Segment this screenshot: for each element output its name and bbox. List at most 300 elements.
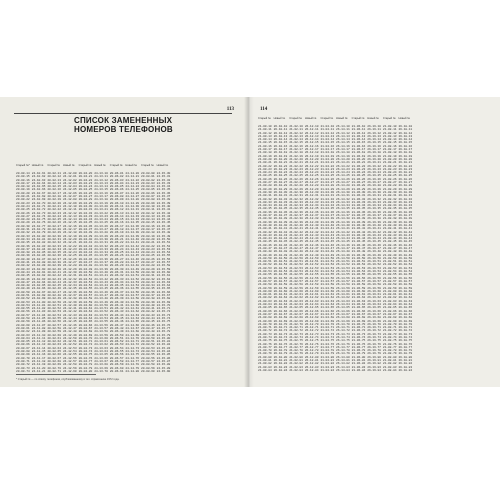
phone-number-cell: 20-08-58 [141,363,155,367]
phone-number-cell: 26-12-25 [304,174,319,178]
phone-number-cell: 20-08-26 [141,257,155,261]
phone-number-cell: 21-06-12 [351,131,366,135]
phone-number-cell: 24-14-50 [125,270,140,274]
phone-number-cell: 24-12-02 [62,178,77,182]
phone-number-cell: 20-04-45 [78,254,93,258]
phone-number-cell: 26-10-36 [273,210,288,214]
phone-number-cell: 26-12-84 [304,368,319,372]
phone-number-cell: 26-10-69 [273,319,288,323]
phone-number-cell: 24-15-38 [156,198,171,202]
phone-number-cell: 20-00-21 [16,195,30,199]
phone-number-cell: 20-08-57 [141,359,155,363]
phone-number-cell: 24-13-40 [94,270,108,274]
phone-number-cell: 24-13-54 [94,317,108,321]
phone-number-cell: 24-13-16 [94,191,108,195]
phone-number-cell: 26-14-76 [336,342,350,346]
phone-number-cell: 24-14-31 [125,208,140,212]
phone-number-cell: 26-10-52 [273,263,288,267]
phone-number-cell: 26-12-48 [304,250,319,254]
phone-number-cell: 26-16-56 [367,276,381,280]
phone-number-cell: 26-12-61 [304,293,319,297]
phone-number-cell: 20-08-16 [141,224,155,228]
phone-number-cell: 20-00-64 [16,336,30,340]
phone-number-cell: 20-04-66 [78,323,93,327]
phone-number-cell: 26-16-19 [367,154,381,158]
phone-number-cell: 21-02-47 [289,246,303,250]
phone-number-cell: 26-16-63 [367,299,381,303]
phone-number-cell: 26-12-63 [304,299,319,303]
phone-number-cell: 21-00-76 [258,342,272,346]
phone-number-cell: 21-06-28 [351,184,366,188]
number-column [79,163,93,373]
phone-number-cell: 24-10-72 [31,208,46,212]
phone-number-cell: 20-04-71 [78,340,93,344]
phone-number-cell: 21-02-65 [289,306,303,310]
number-column [63,163,77,373]
phone-number-cell: 21-04-52 [320,263,335,267]
phone-number-cell: 21-00-52 [258,263,272,267]
phone-number-cell: 20-08-08 [141,198,155,202]
phone-number-cell: 21-04-25 [320,174,335,178]
phone-number-cell: 26-12-69 [304,319,319,323]
phone-number-cell: 24-10-68 [31,195,46,199]
phone-number-cell: 20-06-56 [109,353,124,357]
number-column [398,116,412,372]
phone-number-cell: 20-06-30 [109,267,124,271]
phone-number-cell: 21-02-37 [289,214,303,218]
phone-number-cell: 20-06-54 [109,346,124,350]
phone-number-cell: 26-12-23 [304,167,319,171]
phone-number-cell: 24-14-52 [125,277,140,281]
phone-number-cell: 26-12-30 [304,190,319,194]
phone-number-cell: 21-04-26 [320,177,335,181]
phone-number-cell: 24-15-50 [156,237,171,241]
phone-number-cell: 24-12-51 [62,340,77,344]
phone-number-cell: 26-10-38 [273,217,288,221]
phone-number-cell: 20-02-58 [47,326,61,330]
phone-number-cell: 20-06-34 [109,280,124,284]
phone-number-cell: 20-06-03 [109,178,124,182]
number-column [125,163,139,373]
phone-number-cell: 24-14-57 [125,293,140,297]
phone-number-cell: 21-06-70 [351,322,366,326]
phone-number-cell: 24-10-67 [31,191,46,195]
phone-number-cell: 26-12-13 [304,134,319,138]
phone-number-cell: 24-13-19 [94,201,108,205]
phone-number-cell: 24-11-13 [31,343,46,347]
phone-number-cell: 20-06-35 [109,284,124,288]
phone-number-cell: 26-14-32 [336,197,350,201]
phone-number-cell: 20-08-32 [141,277,155,281]
phone-number-cell: 26-14-78 [336,349,350,353]
phone-number-cell: 24-12-29 [62,267,77,271]
phone-number-cell: 21-06-38 [351,217,366,221]
phone-number-cell: 21-04-12 [320,131,335,135]
phone-number-cell: 26-10-27 [273,181,288,185]
phone-number-cell: 20-04-40 [78,237,93,241]
phone-number-cell: 21-00-49 [258,253,272,257]
phone-number-cell: 21-08-15 [382,141,397,145]
phone-number-cell: 24-15-64 [156,284,171,288]
phone-number-cell: 26-14-10 [336,125,350,128]
phone-number-cell: 24-13-37 [94,261,108,265]
phone-number-cell: 21-04-42 [320,230,335,234]
phone-number-cell: 20-06-52 [109,340,124,344]
phone-number-cell: 20-02-41 [47,270,61,274]
phone-number-cell: 21-08-61 [382,293,397,297]
phone-number-cell: 20-00-32 [16,231,30,235]
phone-number-cell: 20-00-46 [16,277,30,281]
phone-number-cell: 20-06-07 [109,191,124,195]
phone-number-cell: 24-15-81 [156,340,171,344]
phone-number-cell: 21-02-30 [289,190,303,194]
phone-number-cell: 20-00-38 [16,251,30,255]
heading-rule [14,113,232,114]
phone-number-cell: 20-06-58 [109,359,124,363]
phone-number-cell: 24-10-66 [31,188,46,192]
phone-number-cell: 21-06-37 [351,214,366,218]
phone-number-cell: 20-04-50 [78,270,93,274]
phone-number-cell: 26-10-34 [273,204,288,208]
phone-number-cell: 21-02-23 [289,167,303,171]
phone-number-cell: 26-14-19 [336,154,350,158]
column-header: Новый № [273,117,286,120]
phone-number-cell: 26-10-71 [273,326,288,330]
phone-number-cell: 24-13-49 [94,300,108,304]
phone-number-cell: 24-14-76 [125,356,140,360]
phone-number-cell: 21-06-81 [351,359,366,363]
phone-number-cell: 24-15-36 [156,191,171,195]
phone-number-cell: 24-13-12 [94,178,108,182]
phone-number-cell: 20-04-36 [78,224,93,228]
phone-number-cell: 20-00-53 [16,300,30,304]
phone-number-cell: 21-04-75 [320,339,335,343]
phone-number-cell: 21-00-63 [258,299,272,303]
phone-number-cell: 20-04-70 [78,336,93,340]
phone-number-cell: 24-11-11 [31,336,46,340]
phone-number-cell: 24-12-33 [62,280,77,284]
phone-number-cell: 21-00-24 [258,171,272,175]
phone-number-cell: 26-10-65 [273,306,288,310]
phone-number-cell: 21-02-60 [289,289,303,293]
phone-number-cell: 21-06-15 [351,141,366,145]
phone-number-cell: 26-18-56 [398,276,413,280]
phone-number-cell: 26-18-28 [398,184,413,188]
phone-number-cell: 21-04-16 [320,144,335,148]
phone-number-cell: 21-02-46 [289,243,303,247]
phone-number-cell: 24-14-79 [125,366,140,370]
phone-number-cell: 20-04-49 [78,267,93,271]
phone-number-cell: 21-04-15 [320,141,335,145]
phone-number-cell: 26-12-29 [304,187,319,191]
column-header: Старый № [78,164,92,167]
phone-number-cell: 24-13-14 [94,185,108,189]
phone-number-cell: 24-10-63 [31,178,46,182]
phone-number-cell: 26-14-28 [336,184,350,188]
phone-number-cell: 26-16-30 [367,190,381,194]
phone-number-cell: 24-14-58 [125,297,140,301]
phone-number-cell: 21-08-30 [382,190,397,194]
phone-number-cell: 24-12-60 [62,369,77,373]
phone-number-cell: 26-14-66 [336,309,350,313]
phone-number-cell: 20-00-17 [16,181,30,185]
phone-number-cell: 21-02-67 [289,312,303,316]
phone-number-cell: 21-08-66 [382,309,397,313]
phone-number-cell: 21-00-61 [258,293,272,297]
phone-number-cell: 21-08-35 [382,207,397,211]
phone-number-cell: 26-18-58 [398,283,413,287]
phone-number-cell: 21-08-57 [382,279,397,283]
phone-number-cell: 21-04-32 [320,197,335,201]
phone-number-cell: 26-12-20 [304,157,319,161]
phone-number-cell: 24-10-79 [31,231,46,235]
phone-number-cell: 20-08-01 [141,175,155,179]
phone-number-cell: 21-06-11 [351,128,366,132]
phone-number-cell: 26-12-21 [304,161,319,165]
phone-number-cell: 20-00-41 [16,261,30,265]
phone-number-cell: 21-04-70 [320,322,335,326]
phone-number-cell: 21-02-54 [289,270,303,274]
phone-number-cell: 24-13-55 [94,320,108,324]
phone-number-cell: 21-00-58 [258,283,272,287]
phone-number-cell: 21-00-77 [258,345,272,349]
phone-number-cell: 21-00-18 [258,151,272,155]
phone-number-cell: 26-12-80 [304,355,319,359]
phone-number-cell: 20-04-56 [78,290,93,294]
phone-number-cell: 20-04-32 [78,211,93,215]
phone-number-cell: 26-10-62 [273,296,288,300]
phone-number-cell: 21-08-69 [382,319,397,323]
phone-number-cell: 26-10-57 [273,279,288,283]
phone-number-cell: 26-14-64 [336,303,350,307]
phone-number-cell: 21-00-44 [258,237,272,241]
phone-number-cell: 24-12-18 [62,231,77,235]
phone-number-cell: 26-18-63 [398,299,413,303]
phone-number-cell: 20-02-43 [47,277,61,281]
phone-number-cell: 26-14-14 [336,138,350,142]
phone-number-cell: 26-16-52 [367,263,381,267]
phone-number-cell: 21-06-59 [351,286,366,290]
phone-number-cell: 20-04-61 [78,307,93,311]
phone-number-cell: 21-08-41 [382,227,397,231]
phone-number-cell: 21-02-74 [289,336,303,339]
phone-number-cell: 21-04-10 [320,125,335,128]
phone-number-cell: 26-10-47 [273,246,288,250]
phone-number-cell: 26-16-34 [367,204,381,208]
phone-number-cell: 21-02-45 [289,240,303,244]
phone-number-cell: 21-06-82 [351,362,366,366]
phone-number-cell: 26-12-14 [304,138,319,142]
phone-number-cell: 21-00-67 [258,312,272,316]
phone-number-cell: 26-14-29 [336,187,350,191]
phone-number-cell: 26-18-49 [398,253,413,257]
phone-number-cell: 21-04-55 [320,273,335,277]
phone-number-cell: 20-00-62 [16,330,30,334]
phone-number-cell: 21-00-30 [258,190,272,194]
phone-number-cell: 26-10-82 [273,362,288,366]
phone-number-cell: 21-00-66 [258,309,272,313]
phone-number-cell: 26-10-72 [273,329,288,333]
phone-number-cell: 21-02-11 [289,128,303,132]
phone-number-cell: 21-08-27 [382,181,397,185]
phone-number-cell: 20-06-06 [109,188,124,192]
phone-number-cell: 21-08-83 [382,365,397,369]
phone-number-cell: 20-08-06 [141,191,155,195]
phone-number-cell: 26-10-41 [273,227,288,231]
phone-number-cell: 21-02-22 [289,164,303,168]
phone-number-cell: 20-04-24 [78,185,93,189]
phone-number-cell: 26-10-42 [273,230,288,234]
phone-number-cell: 24-13-57 [94,326,108,330]
phone-number-cell: 26-16-46 [367,243,381,247]
phone-number-cell: 26-16-10 [367,125,381,128]
phone-number-cell: 21-04-43 [320,233,335,237]
phone-number-cell: 20-04-53 [78,280,93,284]
phone-number-cell: 26-18-72 [398,329,413,333]
phone-number-cell: 24-10-71 [31,204,46,208]
phone-number-cell: 26-14-82 [336,362,350,366]
phone-number-cell: 26-14-53 [336,266,350,270]
phone-number-cell: 26-14-43 [336,233,350,237]
phone-number-cell: 26-10-22 [273,164,288,168]
phone-number-cell: 26-18-60 [398,289,413,293]
phone-number-cell: 26-16-64 [367,303,381,307]
phone-number-cell: 21-02-35 [289,207,303,211]
phone-number-cell: 24-14-75 [125,353,140,357]
phone-number-cell: 26-16-81 [367,359,381,363]
phone-number-cell: 21-00-13 [258,134,272,138]
phone-number-cell: 26-14-63 [336,299,350,303]
number-column [16,163,30,373]
phone-number-cell: 26-12-50 [304,256,319,260]
phone-number-cell: 20-08-52 [141,343,155,347]
phone-number-cell: 26-10-73 [273,332,288,336]
phone-number-cell: 26-10-25 [273,174,288,178]
phone-number-cell: 26-16-67 [367,312,381,316]
phone-number-cell: 21-00-83 [258,365,272,369]
phone-number-cell: 24-15-87 [156,359,171,363]
phone-number-cell: 24-12-13 [62,214,77,218]
phone-number-cell: 24-11-08 [31,326,46,330]
phone-number-cell: 24-11-02 [31,307,46,311]
phone-number-cell: 24-14-34 [125,218,140,222]
phone-number-cell: 20-00-28 [16,218,30,222]
phone-number-cell: 20-00-52 [16,297,30,301]
phone-number-cell: 24-13-43 [94,280,108,284]
phone-number-cell: 21-08-50 [382,256,397,260]
phone-number-cell: 26-12-79 [304,352,319,356]
phone-number-cell: 24-10-82 [31,241,46,245]
phone-number-cell: 26-10-30 [273,190,288,194]
phone-number-cell: 20-06-55 [109,350,124,354]
phone-number-cell: 24-11-14 [31,346,46,350]
phone-number-cell: 26-18-48 [398,250,413,254]
phone-number-cell: 20-00-45 [16,274,30,278]
phone-number-cell: 24-10-97 [31,290,46,294]
phone-number-cell: 26-10-76 [273,342,288,346]
phone-number-cell: 26-10-80 [273,355,288,359]
phone-number-cell: 20-08-47 [141,326,155,330]
phone-number-cell: 26-12-74 [304,336,319,339]
phone-number-cell: 24-11-10 [31,333,46,337]
phone-number-cell: 26-14-68 [336,316,350,320]
phone-number-cell: 21-04-30 [320,190,335,194]
phone-number-cell: 20-08-30 [141,270,155,274]
phone-number-cell: 21-06-35 [351,207,366,211]
phone-number-cell: 24-13-11 [94,175,108,179]
phone-number-cell: 21-04-22 [320,164,335,168]
phone-number-cell: 26-10-14 [273,138,288,142]
phone-number-cell: 21-04-50 [320,256,335,260]
phone-number-cell: 26-14-17 [336,148,350,152]
phone-number-cell: 20-08-49 [141,333,155,337]
phone-number-cell: 26-12-10 [304,125,319,128]
phone-number-cell: 20-04-65 [78,320,93,324]
phone-number-cell: 20-08-50 [141,336,155,340]
phone-number-cell: 24-12-45 [62,320,77,324]
phone-number-cell: 26-18-13 [398,134,413,138]
phone-number-cell: 26-12-54 [304,270,319,274]
phone-number-cell: 21-04-37 [320,214,335,218]
phone-number-cell: 21-08-68 [382,316,397,320]
phone-number-cell: 26-12-66 [304,309,319,313]
phone-number-cell: 26-12-12 [304,131,319,135]
phone-number-cell: 24-13-61 [94,340,108,344]
phone-number-cell: 26-10-54 [273,270,288,274]
phone-number-cell: 20-06-32 [109,274,124,278]
phone-number-cell: 20-04-67 [78,326,93,330]
phone-number-cell: 20-04-58 [78,297,93,301]
phone-number-cell: 21-06-13 [351,134,366,138]
phone-number-cell: 21-08-37 [382,214,397,218]
phone-number-cell: 20-06-47 [109,323,124,327]
phone-number-cell: 20-04-69 [78,333,93,337]
phone-number-cell: 24-13-30 [94,237,108,241]
phone-number-cell: 20-08-09 [141,201,155,205]
phone-number-cell: 26-10-37 [273,214,288,218]
phone-number-cell: 26-14-69 [336,319,350,323]
phone-number-cell: 24-15-48 [156,231,171,235]
phone-number-cell: 21-08-43 [382,233,397,237]
phone-number-cell: 24-14-36 [125,224,140,228]
phone-number-cell: 24-13-42 [94,277,108,281]
phone-number-cell: 20-04-52 [78,277,93,281]
phone-number-cell: 21-08-62 [382,296,397,300]
phone-number-cell: 24-15-73 [156,313,171,317]
phone-number-cell: 21-04-82 [320,362,335,366]
phone-number-cell: 24-10-86 [31,254,46,258]
phone-number-cell: 21-06-34 [351,204,366,208]
phone-number-cell: 21-04-45 [320,240,335,244]
phone-number-cell: 21-00-82 [258,362,272,366]
phone-number-cell: 26-10-23 [273,167,288,171]
phone-number-cell: 26-10-28 [273,184,288,188]
phone-number-cell: 26-14-37 [336,214,350,218]
phone-number-cell: 24-13-20 [94,204,108,208]
phone-number-cell: 21-06-24 [351,171,366,175]
phone-number-cell: 26-16-17 [367,148,381,152]
phone-number-cell: 20-00-70 [16,356,30,360]
phone-number-cell: 26-18-26 [398,177,413,181]
phone-number-cell: 26-12-35 [304,207,319,211]
left-number-table [16,163,170,373]
phone-number-cell: 24-12-24 [62,251,77,255]
phone-number-cell: 21-00-37 [258,214,272,218]
phone-number-cell: 20-08-37 [141,293,155,297]
phone-number-cell: 24-14-46 [125,257,140,261]
phone-number-cell: 20-00-34 [16,237,30,241]
phone-number-cell: 20-06-42 [109,307,124,311]
